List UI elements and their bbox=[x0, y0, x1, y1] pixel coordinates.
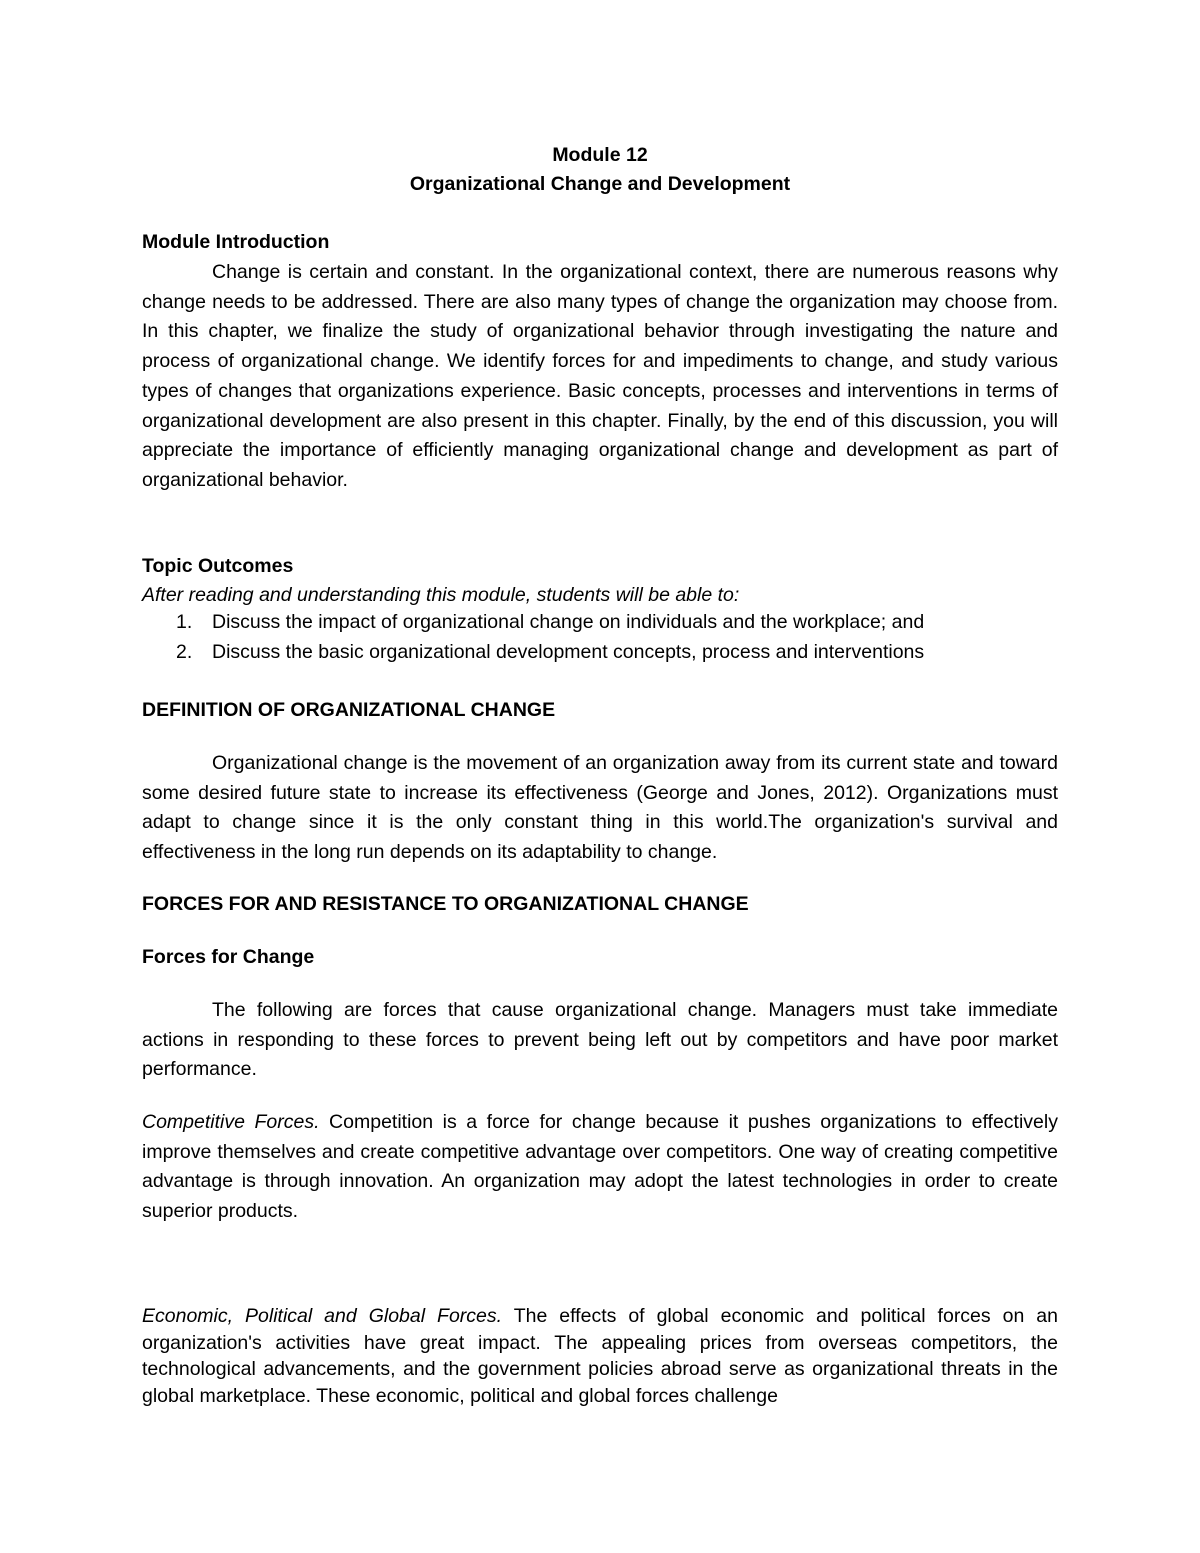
list-number: 2. bbox=[176, 640, 193, 663]
outcomes-list bbox=[142, 608, 1058, 667]
introduction-body: Change is certain and constant. In the organizational context, there are numerous reasons why change needs to be addressed. There are also many types of change the organization may choose from. In this chapter, we finalize the study of organizational behavior through investigating the nature and process of organizational change. We identify forces for and impediments to change, and study various types of changes that organizations experience. Basic concepts, processes and interventions in terms of organizational development are also present in this chapter. Finally, by the end of this discussion, you will appreciate the importance of efficiently managing organizational change and development as part of organizational behavior. bbox=[142, 261, 1058, 491]
economic-forces-text: The effects of global economic and political forces on an organization's activities have great impact. The appealing prices from overseas competitors, the technological advancements, and the government policies abroad serve as organizational threats in the global marketplace. These economic, political and global forces challenge bbox=[142, 1305, 1058, 1407]
competitive-forces-text: Competition is a force for change because it pushes organizations to effectively improve themselves and create competitive advantage over competitors. One way of creating competitive advantage is through innovation. An organization may adopt the latest technologies in order to create superior products. bbox=[142, 1111, 1058, 1223]
list-text: Discuss the impact of organizational change on individuals and the workplace; and bbox=[212, 611, 925, 633]
forces-intro: The following are forces that cause organizational change. Managers must take immediate actions in responding to these forces to prevent being left out by competitors and have poor market performance. bbox=[142, 999, 1058, 1081]
competitive-forces-label: Competitive Forces. bbox=[142, 1111, 320, 1133]
outcomes-heading: Topic Outcomes bbox=[142, 555, 294, 577]
forces-subheading: Forces for Change bbox=[142, 946, 315, 968]
competitive-forces-paragraph bbox=[142, 1108, 1058, 1227]
list-text: Discuss the basic organizational development concepts, process and interventions bbox=[212, 640, 925, 663]
definition-body: Organizational change is the movement of an organization away from its current state and toward some desired future state to increase its effectiveness (George and Jones, 2012). Organizations must adapt to change since it is the only constant thing in this world.The organization's survival and effectiveness in the long run depends on its adaptability to change. bbox=[142, 752, 1058, 864]
economic-forces-paragraph bbox=[142, 1303, 1058, 1409]
list-number: 1. bbox=[176, 611, 193, 633]
definition-heading: DEFINITION OF ORGANIZATIONAL CHANGE bbox=[142, 699, 556, 721]
forces-heading: FORCES FOR AND RESISTANCE TO ORGANIZATIONAL CHANGE bbox=[142, 893, 749, 915]
introduction-heading: Module Introduction bbox=[142, 231, 330, 253]
module-number: Module 12 bbox=[552, 144, 648, 166]
list-item bbox=[142, 608, 1058, 638]
outcomes-lead: After reading and understanding this module, students will be able to: bbox=[142, 584, 740, 606]
list-item bbox=[142, 638, 1058, 668]
module-title: Organizational Change and Development bbox=[409, 173, 791, 195]
economic-forces-label: Economic, Political and Global Forces. bbox=[142, 1305, 503, 1327]
